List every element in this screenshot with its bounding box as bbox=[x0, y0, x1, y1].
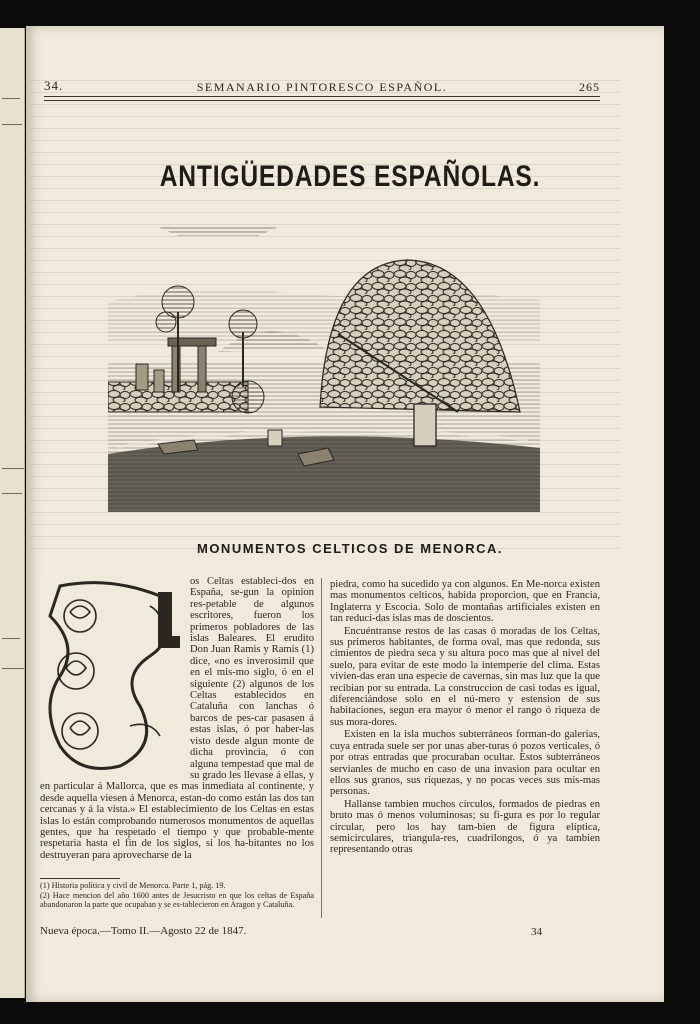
previous-page-edge bbox=[0, 28, 25, 998]
journal-title: SEMANARIO PINTORESCO ESPAÑOL. bbox=[196, 80, 448, 94]
footnotes bbox=[40, 881, 314, 910]
paragraph: piedra, como ha sucedido ya con algunos. En Me-norca existen mas monumentos celticos, habida proporcion, que en Francia, Inglaterra y Escocia. Solo de montañas artificiales existen en tan reduci-das islas mas de doscientos. bbox=[330, 579, 600, 625]
engraving-illustration bbox=[108, 222, 540, 512]
paragraph: os Celtas estableci-dos en España, se-gun la opinion res-petable de algunos escritores, fueron los primeros pobladores de las islas Baleares. El erudito Don Juan Ramis y Ramis (1) dice, «no es inverosimil que en el mis-mo siglo, ó en el siguiente (2) algunos de los Celtas establecidos en Cataluña con lanchas ó barcos de pes-car pasasen á estas islas, ó por haber-las visto desde algun monte de dicha provincia, ó con alguna tempestad que mal de su grado les llevase á ellas, y en particular á Mallorca, que es mas inmediata al continente, y desde aquella viesen á Menorca, estan-do como están las dos tan cercanas y á la vista.» El establecimiento de los Celtas en estas islas lo están comprobando numerosos monumentos de aquellas gentes, que ha respetado el tiempo y que probable-mente respetaria hasta el fin de los siglos, si los ha-bitantes no los destruyeran para aprovecharse de la bbox=[40, 576, 314, 861]
issue-number: 34. bbox=[44, 78, 64, 93]
article-title: ANTIGÜEDADES ESPAÑOLAS. bbox=[159, 160, 541, 193]
paragraph: Existen en la isla muchos subterráneos forman-do galerías, cuya entrada suele ser por unas aber-turas ó pozos verticales, ó por otras entradas que procuraban ocultar. Estos subterráneos servianles de mucho en caso de una invasion para ocultar en ellos sus granos, sus riquezas, y no pocas veces sus mis-mas personas. bbox=[330, 729, 600, 798]
running-header bbox=[44, 74, 600, 97]
paragraph: Hallanse tambien muchos círculos, formados de piedras en bruto mas ó menos voluminosas; su fi-gura es por lo regular circular, pero los hay tam-bien de figura elíptica, semicirculares, triangula-res, cuadrilongos, ó ya tambien representando otras bbox=[330, 798, 600, 856]
signature-mark: 34 bbox=[531, 926, 542, 938]
footnote: (2) Hace mencion del año 1600 antes de Jesucristo en que los celtas de España abandonaron la parte que ocupaban y se es-tablecieron en Aragon y Cataluña. bbox=[40, 890, 314, 910]
paragraph: Encuéntranse restos de las casas ó moradas de los Celtas, sus primeros habitantes, de forma oval, mas que redonda, sus cimientos de piedra seca y su altura poco mas que al nivel del suelo, para evitar de este modo la intemperie del clima. Estas vivien-das eran una especie de cavernas, sin mas luz que la que recibian por su entrada. La construccion de casi todas es igual, diferenciándose solo en el nú-mero y estension de sus habitaciones, segun era mayor ó menor el rango ó riqueza de sus mora-dores. bbox=[330, 625, 600, 728]
imprint-line: Nueva época.—Tomo II.—Agosto 22 de 1847. bbox=[40, 925, 247, 937]
header-rule bbox=[44, 100, 600, 101]
illustration-caption: MONUMENTOS CELTICOS DE MENORCA. bbox=[196, 541, 504, 556]
footnote: (1) Historia política y civil de Menorca. Parte 1, pág. 19. bbox=[40, 881, 226, 890]
right-column bbox=[330, 579, 600, 919]
ornamental-initial-L bbox=[40, 576, 184, 776]
footnote-rule bbox=[40, 878, 120, 879]
left-column bbox=[40, 576, 314, 876]
column-rule bbox=[321, 578, 322, 918]
page-number: 265 bbox=[579, 80, 600, 94]
